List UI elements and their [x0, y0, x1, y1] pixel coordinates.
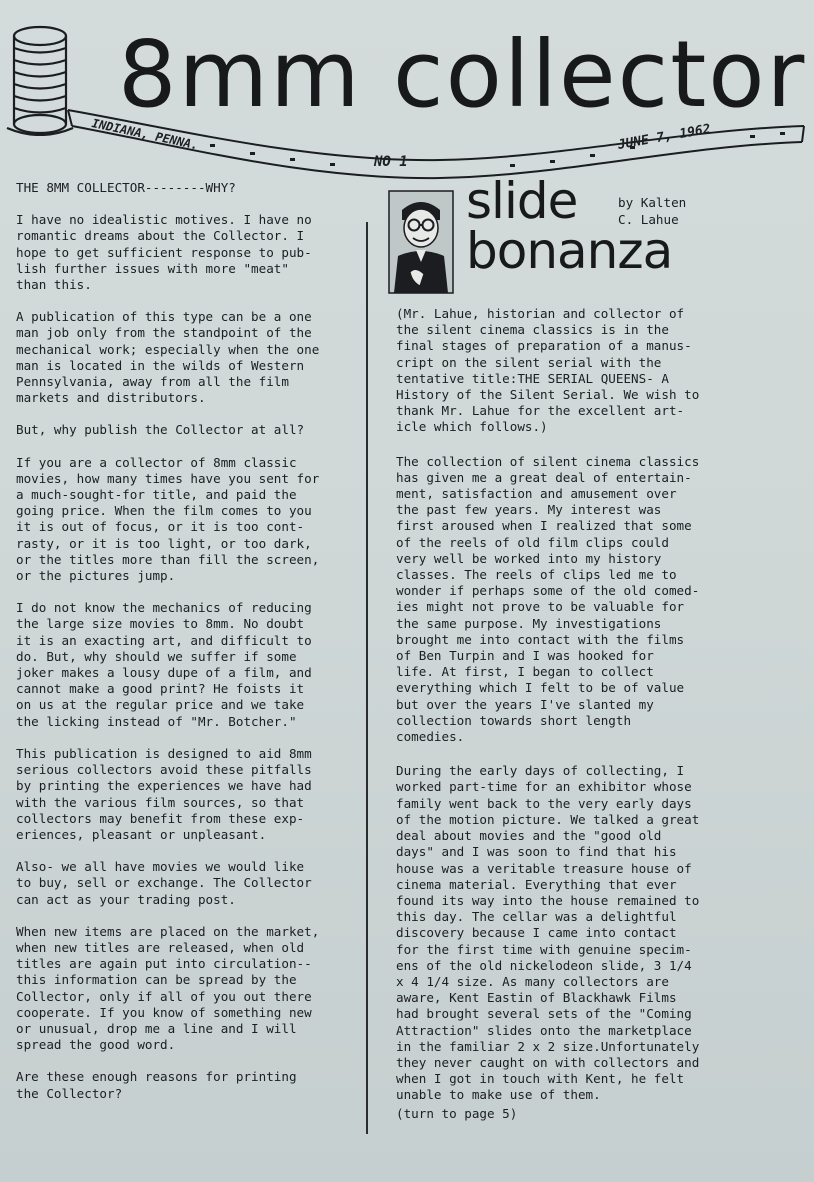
- masthead-location: INDIANA, PENNA.: [90, 116, 200, 153]
- article-column: [396, 306, 736, 1140]
- editorial-heading: THE 8MM COLLECTOR--------WHY?: [16, 180, 236, 195]
- article-paragraph: During the early days of collecting, I worked part-time for an exhibitor whose family went back to the very early days of the motion picture. We talked a great deal about movies and the "good old days" and I was soon to find that his house was a veritable treasure house of cinema material. Everything that ever found its way into the house remained to this day. The cellar was a delightful discovery because I came into contact for the first time with genuine specim- ens of the old nickelodeon slide, 3 1/4 x 4 1/4 size. As many collectors are aware, Kent Eastin of Blackhawk Films had brought several sets of the "Coming Attraction" slides onto the marketplace in the familiar 2 x 2 size.Unfortunately they never caught on with collectors and when I got in touch with Kent, he felt unable to make use of them.: [396, 763, 700, 1103]
- masthead-title: 8mm collector: [118, 21, 807, 128]
- masthead-date: JUNE 7, 1962: [616, 121, 712, 153]
- editorial-paragraph: I do not know the mechanics of reducing the large size movies to 8mm. No doubt it is an exacting art, and difficult to do. But, why should we suffer if some joker makes a lousy dupe of a film, and cannot make a good print? He foists it on us at the regular price and we take the licking instead of "Mr. Botcher.": [16, 600, 312, 729]
- article-title-line: bonanza: [466, 222, 673, 280]
- editorial-paragraph: I have no idealistic motives. I have no romantic dreams about the Collector. I hope to get sufficient response to pub- lish further issues with more "meat" than this.: [16, 212, 312, 293]
- editorial-paragraph: A publication of this type can be a one man job only from the standpoint of the mechanical work; especially when the one man is located in the wilds of Western Pennsylvania, away from all the film markets and distributors.: [16, 309, 320, 406]
- article-title-line: slide: [466, 172, 578, 230]
- article-paragraph: The collection of silent cinema classics has given me a great deal of entertain- ment, satisfaction and amusement over the past few years. My interest was first aroused when I realized that some of the reels of old film clips could very well be worked into my history classes. The reels of clips led me to wonder if perhaps some of the old comed- ies might not prove to be valuable for the same purpose. My investigations brought me into contact with the films of Ben Turpin and I was hooked for life. At first, I began to collect everything which I felt to be of value but over the years I've slanted my collection towards short length comedies.: [396, 453, 700, 745]
- article-intro: (Mr. Lahue, historian and collector of the silent cinema classics is in the final stages of preparation of a manus- cript on the silent serial with the tentative title:THE SERIAL QUEENS- A History of the Silent Serial. We wish to thank Mr. Lahue for the excellent art- icle which follows.): [396, 306, 700, 435]
- editorial-column: [16, 180, 356, 1118]
- continuation-note: (turn to page 5): [396, 1105, 518, 1121]
- editorial-paragraph: When new items are placed on the market, when new titles are released, when old titles are again put into circulation-- this information can be spread by the Collector, only if all of you out there cooperate. If you know of something new or unusual, drop me a line and I will spread the good word.: [16, 923, 320, 1053]
- editorial-paragraph: This publication is designed to aid 8mm serious collectors avoid these pitfalls by printing the experiences we have had with the various film sources, so that collectors may benefit from these exp- eriences, pleasant or unpleasant.: [16, 745, 312, 842]
- article-byline: [618, 194, 686, 228]
- editorial-paragraph: But, why publish the Collector at all?: [16, 422, 305, 438]
- author-caricature-icon: [388, 190, 454, 294]
- byline-line: by Kalten: [618, 195, 687, 210]
- byline-line: C. Lahue: [618, 212, 679, 227]
- column-divider: [366, 222, 368, 1134]
- editorial-paragraph: Are these enough reasons for printing the Collector?: [16, 1069, 297, 1101]
- editorial-paragraph: If you are a collector of 8mm classic movies, how many times have you sent for a much-sought-for title, and paid the going price. When the film comes to you it is out of focus, or it is too cont- rasty, or it is too light, or too dark, or the titles more than fill the screen, or the pictures jump.: [16, 454, 320, 584]
- masthead-issue-number: NO 1: [374, 154, 408, 170]
- editorial-paragraph: Also- we all have movies we would like to buy, sell or exchange. The Collector can act as your trading post.: [16, 859, 312, 907]
